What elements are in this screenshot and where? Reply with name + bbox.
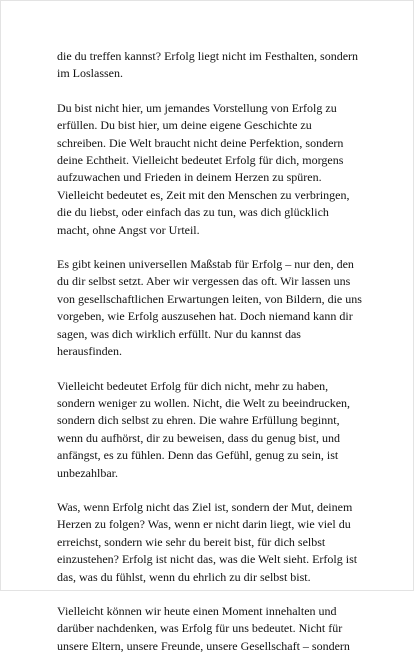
paragraph (57, 256, 377, 360)
paragraph (57, 48, 377, 83)
text-line: Vielleicht bedeutet es, Zeit mit den Menschen zu verbringen, (57, 187, 350, 202)
text-line: einzustehen? Erfolg ist nicht das, was die Welt sieht. Erfolg ist (57, 552, 358, 567)
text-line: darüber nachdenken, was Erfolg für uns bedeutet. Nicht für (57, 621, 343, 636)
paragraph (57, 603, 377, 655)
text-line: sagen, was dich wirklich erfüllt. Nur du kannst das (57, 326, 301, 341)
text-line: Was, wenn Erfolg nicht das Ziel ist, sondern der Mut, deinem (57, 499, 353, 514)
document-body (57, 48, 377, 655)
text-line: erreichst, sondern wie sehr du bereit bist, für dich selbst (57, 534, 326, 549)
paragraph (57, 100, 377, 239)
text-line: erfüllen. Du bist hier, um deine eigene Geschichte zu (57, 118, 312, 133)
text-line: schreiben. Die Welt braucht nicht deine Perfektion, sondern (57, 135, 344, 150)
text-line: sondern dich selbst zu ehren. Die wahre Erfüllung beginnt, (57, 413, 340, 428)
text-line: wenn du aufhörst, dir zu beweisen, dass du genug bist, und (57, 430, 340, 445)
text-line: die du treffen kannst? Erfolg liegt nicht im Festhalten, sondern (57, 49, 359, 63)
text-line: im Loslassen. (57, 66, 123, 81)
text-line: deine Echtheit. Vielleicht bedeutet Erfolg für dich, morgens (57, 153, 344, 168)
text-line: aufzuwachen und Frieden in deinem Herzen zu spüren. (57, 170, 322, 185)
text-line: unsere Eltern, unsere Freunde, unsere Gesellschaft – sondern (57, 638, 350, 653)
text-line: sondern weniger zu wollen. Nicht, die Welt zu beeindrucken, (57, 395, 351, 410)
text-line: Du bist nicht hier, um jemandes Vorstellung von Erfolg zu (57, 100, 337, 115)
text-line: Herzen zu folgen? Was, wenn er nicht darin liegt, wie viel du (57, 517, 351, 532)
text-line: vorgeben, wie Erfolg auszusehen hat. Doch niemand kann dir (57, 309, 353, 324)
text-line: die du liebst, oder einfach das zu tun, was dich glücklich (57, 205, 329, 220)
paragraph (57, 378, 377, 482)
text-line: das, was du fühlst, wenn du ehrlich zu dir selbst bist. (57, 569, 311, 584)
text-line: Es gibt keinen universellen Maßstab für Erfolg – nur den, den (57, 257, 354, 272)
text-line: macht, ohne Angst vor Urteil. (57, 222, 200, 237)
text-line: Vielleicht können wir heute einen Moment innehalten und (57, 603, 337, 618)
text-line: du dir selbst setzt. Aber wir vergessen das oft. Wir lassen uns (57, 274, 351, 289)
text-line: anfängst, es zu fühlen. Denn das Gefühl, genug zu sein, ist (57, 448, 339, 463)
text-line: von gesellschaftlichen Erwartungen leiten, von Bildern, die uns (57, 291, 362, 306)
text-line: unbezahlbar. (57, 465, 118, 480)
paragraph (57, 499, 377, 586)
text-line: Vielleicht bedeutet Erfolg für dich nicht, mehr zu haben, (57, 378, 329, 393)
text-line: herausfinden. (57, 344, 122, 359)
